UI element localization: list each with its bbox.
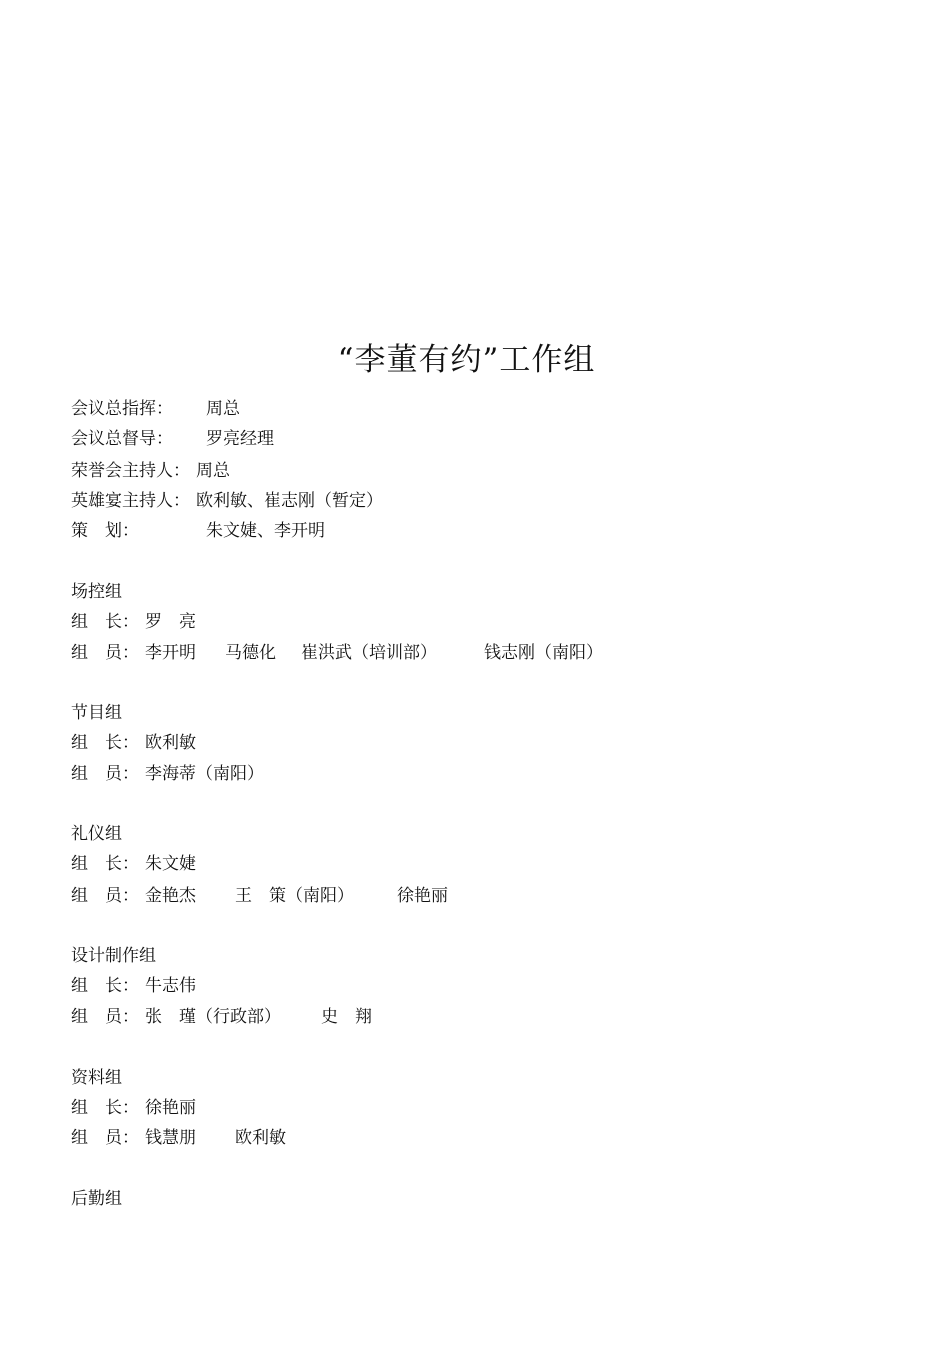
group-name: 设计制作组 (71, 946, 156, 966)
staff-label: 英雄宴主持人： (71, 491, 190, 511)
member-name: 钱慧朋 (145, 1128, 196, 1148)
group-name: 节目组 (71, 703, 122, 723)
leader-label: 组 长： (71, 612, 139, 632)
leader-label: 组 长： (71, 1098, 139, 1118)
staff-label: 会议总督导： (71, 429, 173, 449)
member-name: 李海蒂（南阳） (145, 764, 264, 784)
member-label: 组 员： (71, 643, 139, 663)
member-name: 欧利敏 (235, 1128, 286, 1148)
member-name: 史 翔 (321, 1007, 372, 1027)
group-name: 后勤组 (71, 1189, 122, 1209)
leader-label: 组 长： (71, 976, 139, 996)
staff-value: 周总 (206, 399, 240, 419)
group-name: 资料组 (71, 1068, 122, 1088)
member-name: 钱志刚（南阳） (484, 643, 603, 663)
leader-name: 牛志伟 (145, 976, 196, 996)
staff-label: 荣誉会主持人： (71, 461, 190, 481)
leader-name: 罗 亮 (145, 612, 196, 632)
staff-value: 罗亮经理 (206, 429, 274, 449)
leader-name: 朱文婕 (145, 854, 196, 874)
staff-value: 朱文婕、李开明 (206, 521, 325, 541)
document-title: “李董有约”工作组 (337, 342, 596, 378)
leader-label: 组 长： (71, 854, 139, 874)
staff-value: 周总 (196, 461, 230, 481)
leader-label: 组 长： (71, 733, 139, 753)
staff-value: 欧利敏、崔志刚（暂定） (196, 491, 383, 511)
member-name: 金艳杰 (145, 886, 196, 906)
member-name: 崔洪武（培训部） (301, 643, 437, 663)
staff-label: 策 划： (71, 521, 139, 541)
member-label: 组 员： (71, 764, 139, 784)
leader-name: 徐艳丽 (145, 1098, 196, 1118)
member-label: 组 员： (71, 886, 139, 906)
group-name: 场控组 (71, 582, 122, 602)
leader-name: 欧利敏 (145, 733, 196, 753)
member-label: 组 员： (71, 1128, 139, 1148)
member-name: 徐艳丽 (397, 886, 448, 906)
group-name: 礼仪组 (71, 824, 122, 844)
member-name: 马德化 (225, 643, 276, 663)
member-label: 组 员： (71, 1007, 139, 1027)
member-name: 李开明 (145, 643, 196, 663)
member-name: 张 瑾（行政部） (145, 1007, 281, 1027)
staff-label: 会议总指挥： (71, 399, 173, 419)
member-name: 王 策（南阳） (235, 886, 354, 906)
